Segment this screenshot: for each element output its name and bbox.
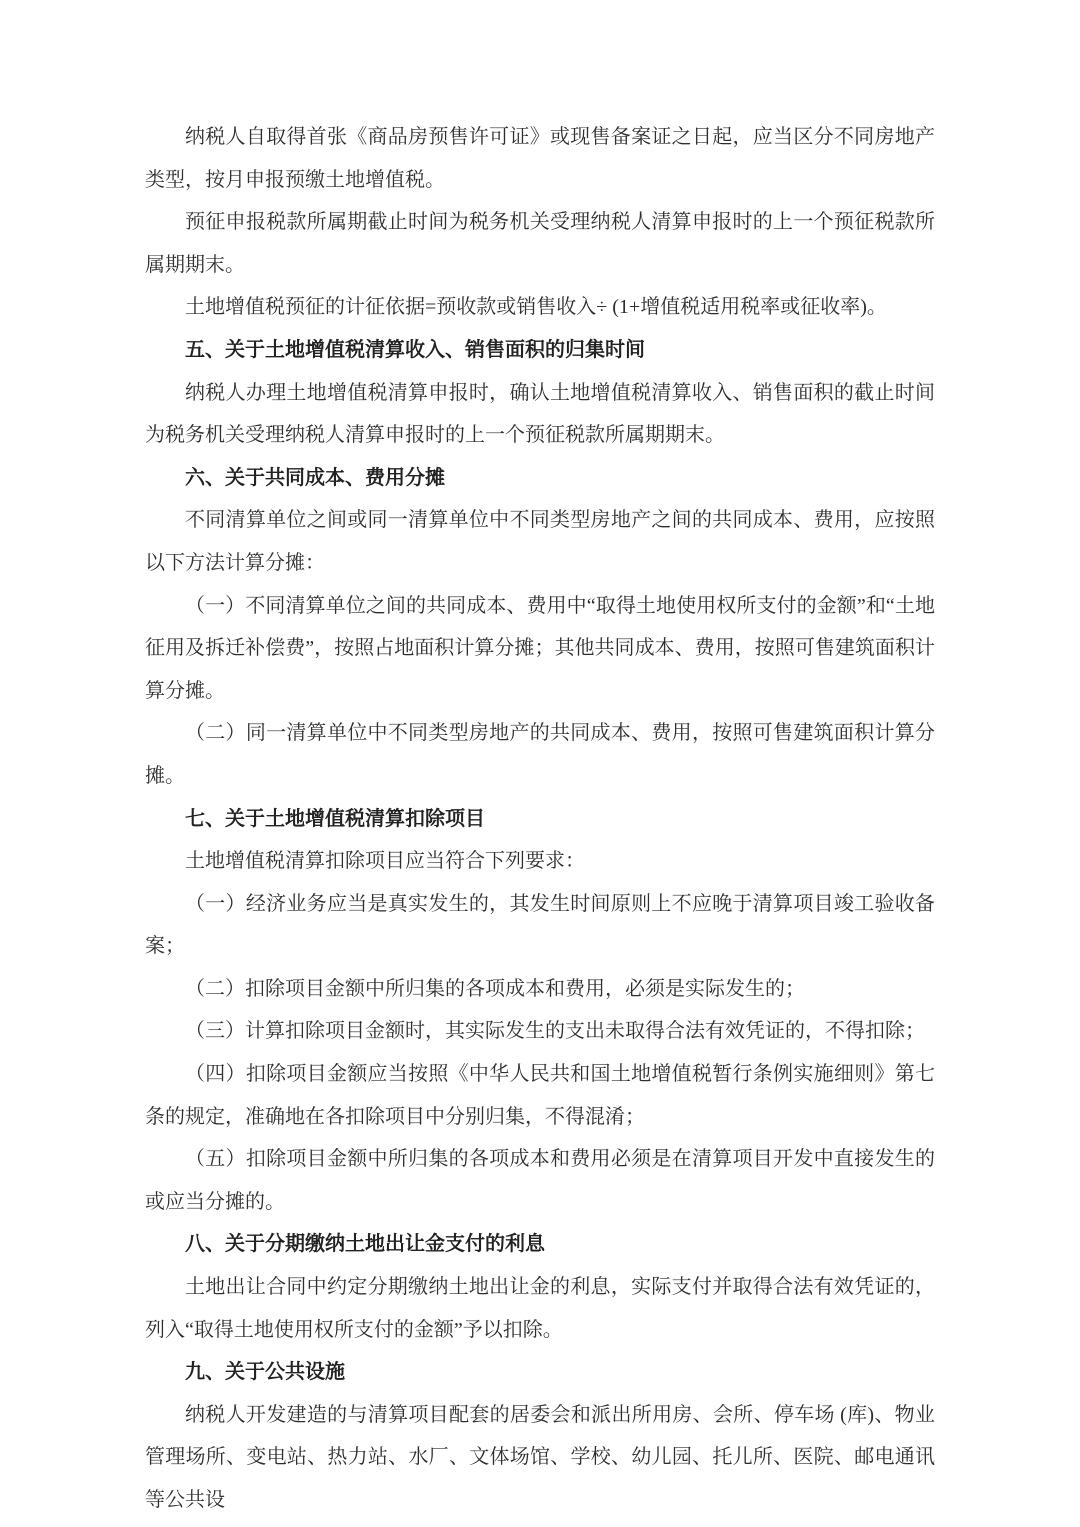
list-item-5: （五）扣除项目金额中所归集的各项成本和费用必须是在清算项目开发中直接发生的或应当分摊的。 bbox=[145, 1148, 935, 1213]
list-item-1: （一）经济业务应当是真实发生的，其发生时间原则上不应晚于清算项目竣工验收备案； bbox=[145, 892, 935, 958]
paragraph: 纳税人开发建造的与清算项目配套的居委会和派出所用房、会所、停车场 (库)、物业管理场所、变电站、热力站、水厂、文体场馆、学校、幼儿园、托儿所、医院、邮电通讯等公共设 bbox=[145, 1403, 935, 1511]
section-heading-6-shared-costs: 六、关于共同成本、费用分摊 bbox=[185, 466, 445, 489]
paragraph: 土地增值税预征的计征依据=预收款或销售收入÷ (1+增值税适用税率或征收率)。 bbox=[185, 296, 887, 319]
section-heading-8-installment-interest: 八、关于分期缴纳土地出让金支付的利息 bbox=[185, 1233, 545, 1256]
document-body bbox=[145, 116, 935, 1522]
paragraph: 纳税人办理土地增值税清算申报时，确认土地增值税清算收入、销售面积的截止时间为税务机关受理纳税人清算申报时的上一个预征税款所属期期末。 bbox=[145, 381, 935, 447]
paragraph: 土地增值税清算扣除项目应当符合下列要求： bbox=[185, 850, 585, 873]
section-heading-9-public-facilities: 九、关于公共设施 bbox=[185, 1361, 345, 1384]
list-item-3: （三）计算扣除项目金额时，其实际发生的支出未取得合法有效凭证的，不得扣除； bbox=[185, 1020, 925, 1043]
section-heading-5-liquidation-income: 五、关于土地增值税清算收入、销售面积的归集时间 bbox=[185, 338, 645, 361]
paragraph: 土地出让合同中约定分期缴纳土地出让金的利息，实际支付并取得合法有效凭证的，列入“取得土地使用权所支付的金额”予以扣除。 bbox=[145, 1276, 935, 1341]
list-item-4: （四）扣除项目金额应当按照《中华人民共和国土地增值税暂行条例实施细则》第七条的规定，准确地在各扣除项目中分别归集，不得混淆； bbox=[145, 1063, 935, 1128]
list-item-1: （一）不同清算单位之间的共同成本、费用中“取得土地使用权所支付的金额”和“土地征用及拆迁补偿费”，按照占地面积计算分摊；其他共同成本、费用，按照可售建筑面积计算分摊。 bbox=[145, 594, 935, 702]
list-item-2: （二）扣除项目金额中所归集的各项成本和费用，必须是实际发生的； bbox=[185, 977, 805, 1000]
section-heading-7-deduction-items: 七、关于土地增值税清算扣除项目 bbox=[185, 807, 485, 830]
paragraph: 预征申报税款所属期截止时间为税务机关受理纳税人清算申报时的上一个预征税款所属期期末。 bbox=[145, 211, 935, 276]
paragraph: 不同清算单位之间或同一清算单位中不同类型房地产之间的共同成本、费用，应按照以下方法计算分摊： bbox=[145, 509, 935, 574]
paragraph: 纳税人自取得首张《商品房预售许可证》或现售备案证之日起，应当区分不同房地产类型，按月申报预缴土地增值税。 bbox=[145, 126, 935, 191]
list-item-2: （二）同一清算单位中不同类型房地产的共同成本、费用，按照可售建筑面积计算分摊。 bbox=[145, 722, 935, 787]
